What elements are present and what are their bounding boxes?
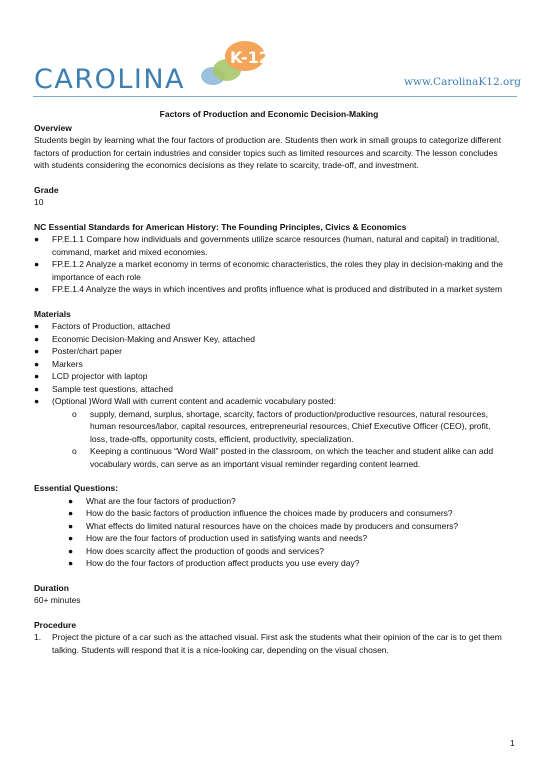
material-text: LCD projector with laptop [52,371,148,381]
materials-list [34,320,504,408]
document-body [34,108,504,656]
standard-text: FP.E.1.1 Compare how individuals and governments utilize scarce resources (human, natural and capital) in traditional, command, market and mixed economies. [52,234,500,257]
bullet-icon: ● [68,545,74,556]
bullet-icon: ● [34,321,40,331]
bullet-icon: ● [34,396,40,406]
word-wall-sublist [34,408,504,471]
document-title: Factors of Production and Economic Decision-Making [159,109,379,119]
list-item [34,333,504,346]
bullet-icon: ● [68,533,74,543]
list-item [34,345,504,358]
list-item [34,370,504,383]
duration-value: 60+ minutes [34,595,81,605]
procedure-heading: Procedure [34,619,77,630]
list-item [34,520,504,533]
grade-heading: Grade [34,184,59,195]
k12-logo-badge: K-12 [230,48,270,67]
material-text: Factors of Production, attached [52,321,171,331]
carolina-logo-text: CAROLINA [34,64,186,95]
bullet-icon: ● [34,383,40,394]
sub-bullet-icon: o [72,446,77,456]
standard-text: FP.E.1.2 Analyze a market economy in terms of economic characteristics, the roles they play in decision-making and the importance of each role [52,259,504,282]
list-item [34,507,504,520]
bullet-icon: ● [34,371,40,381]
standards-list [34,233,504,296]
list-item [34,283,504,296]
question-text: How are the four factors of production used in satisfying wants and needs? [86,533,368,543]
question-text: What are the four factors of production? [86,495,236,506]
list-item [34,495,504,508]
question-text: How do the four factors of production affect products you use every day? [86,558,360,568]
list-item [34,320,504,333]
material-text: Markers [52,358,83,369]
list-item [34,631,504,656]
sub-item-text: Keeping a continuous “Word Wall” posted in the classroom, on which the teacher and student alike can add vocabulary words, can serve as an important visual reminder regarding content learned. [90,446,494,469]
page-number: 1 [510,738,515,748]
list-item [34,258,504,283]
list-item [34,358,504,371]
material-text: Sample test questions, attached [52,383,173,394]
material-text: (Optional )Word Wall with current content and academic vocabulary posted: [52,396,336,406]
bullet-icon: ● [68,520,74,531]
duration-heading: Duration [34,582,69,593]
overview-heading: Overview [34,122,72,133]
bullet-icon: ● [34,358,40,369]
essential-questions-list [34,495,504,570]
question-text: How do the basic factors of production influence the choices made by producers and consumers? [86,508,453,518]
procedure-steps [34,631,504,656]
step-text: Project the picture of a car such as the attached visual. First ask the students what their opinion of the car is to get them talking. Students will respond that it is a nice-looking car, depending on the visual chosen. [52,632,502,655]
bullet-icon: ● [34,346,40,356]
step-number: 1. [34,632,42,642]
material-text: Poster/chart paper [52,346,122,356]
bullet-icon: ● [34,333,40,344]
list-item [34,445,504,470]
question-text: How does scarcity affect the production of goods and services? [86,545,324,556]
list-item [34,395,504,408]
materials-heading: Materials [34,308,71,319]
bullet-icon: ● [68,508,74,518]
header-divider [33,96,517,97]
standards-heading: NC Essential Standards for American History: The Founding Principles, Civics & Economics [34,221,407,232]
bullet-icon: ● [34,234,40,244]
sub-item-text: supply, demand, surplus, shortage, scarcity, factors of production/productive resources, natural resources, human resources/labor, capital resources, entrepreneurial resources, Chief Executive Officer (CEO), profit, loss, trade-offs, opportunity costs, efficient, productivity, specialization. [90,408,491,444]
list-item [34,557,504,570]
standard-text: FP.E.1.4 Analyze the ways in which incentives and profits influence what is produced and distributed in a market system [52,284,503,294]
sub-bullet-icon: o [72,408,77,419]
site-url[interactable]: www.CarolinaK12.org [404,76,522,88]
bullet-icon: ● [68,495,74,506]
overview-text: Students begin by learning what the four factors of production are. Students then work in small groups to categorize different factors of production for certain industries and consider topics such as limited resources and scarcity. The lesson concludes with students considering the economics decisions as they relate to scarcity, trade-off, and investment. [34,135,502,170]
grade-value: 10 [34,197,44,207]
question-text: What effects do limited natural resources have on the choices made by producers and consumers? [86,520,459,531]
bullet-icon: ● [34,284,40,294]
list-item [34,408,504,446]
material-text: Economic Decision-Making and Answer Key, attached [52,333,255,344]
bullet-icon: ● [68,558,74,568]
essential-questions-heading: Essential Questions: [34,483,119,493]
list-item [34,383,504,396]
list-item [34,233,504,258]
list-item [34,532,504,545]
list-item [34,545,504,558]
bullet-icon: ● [34,259,40,269]
